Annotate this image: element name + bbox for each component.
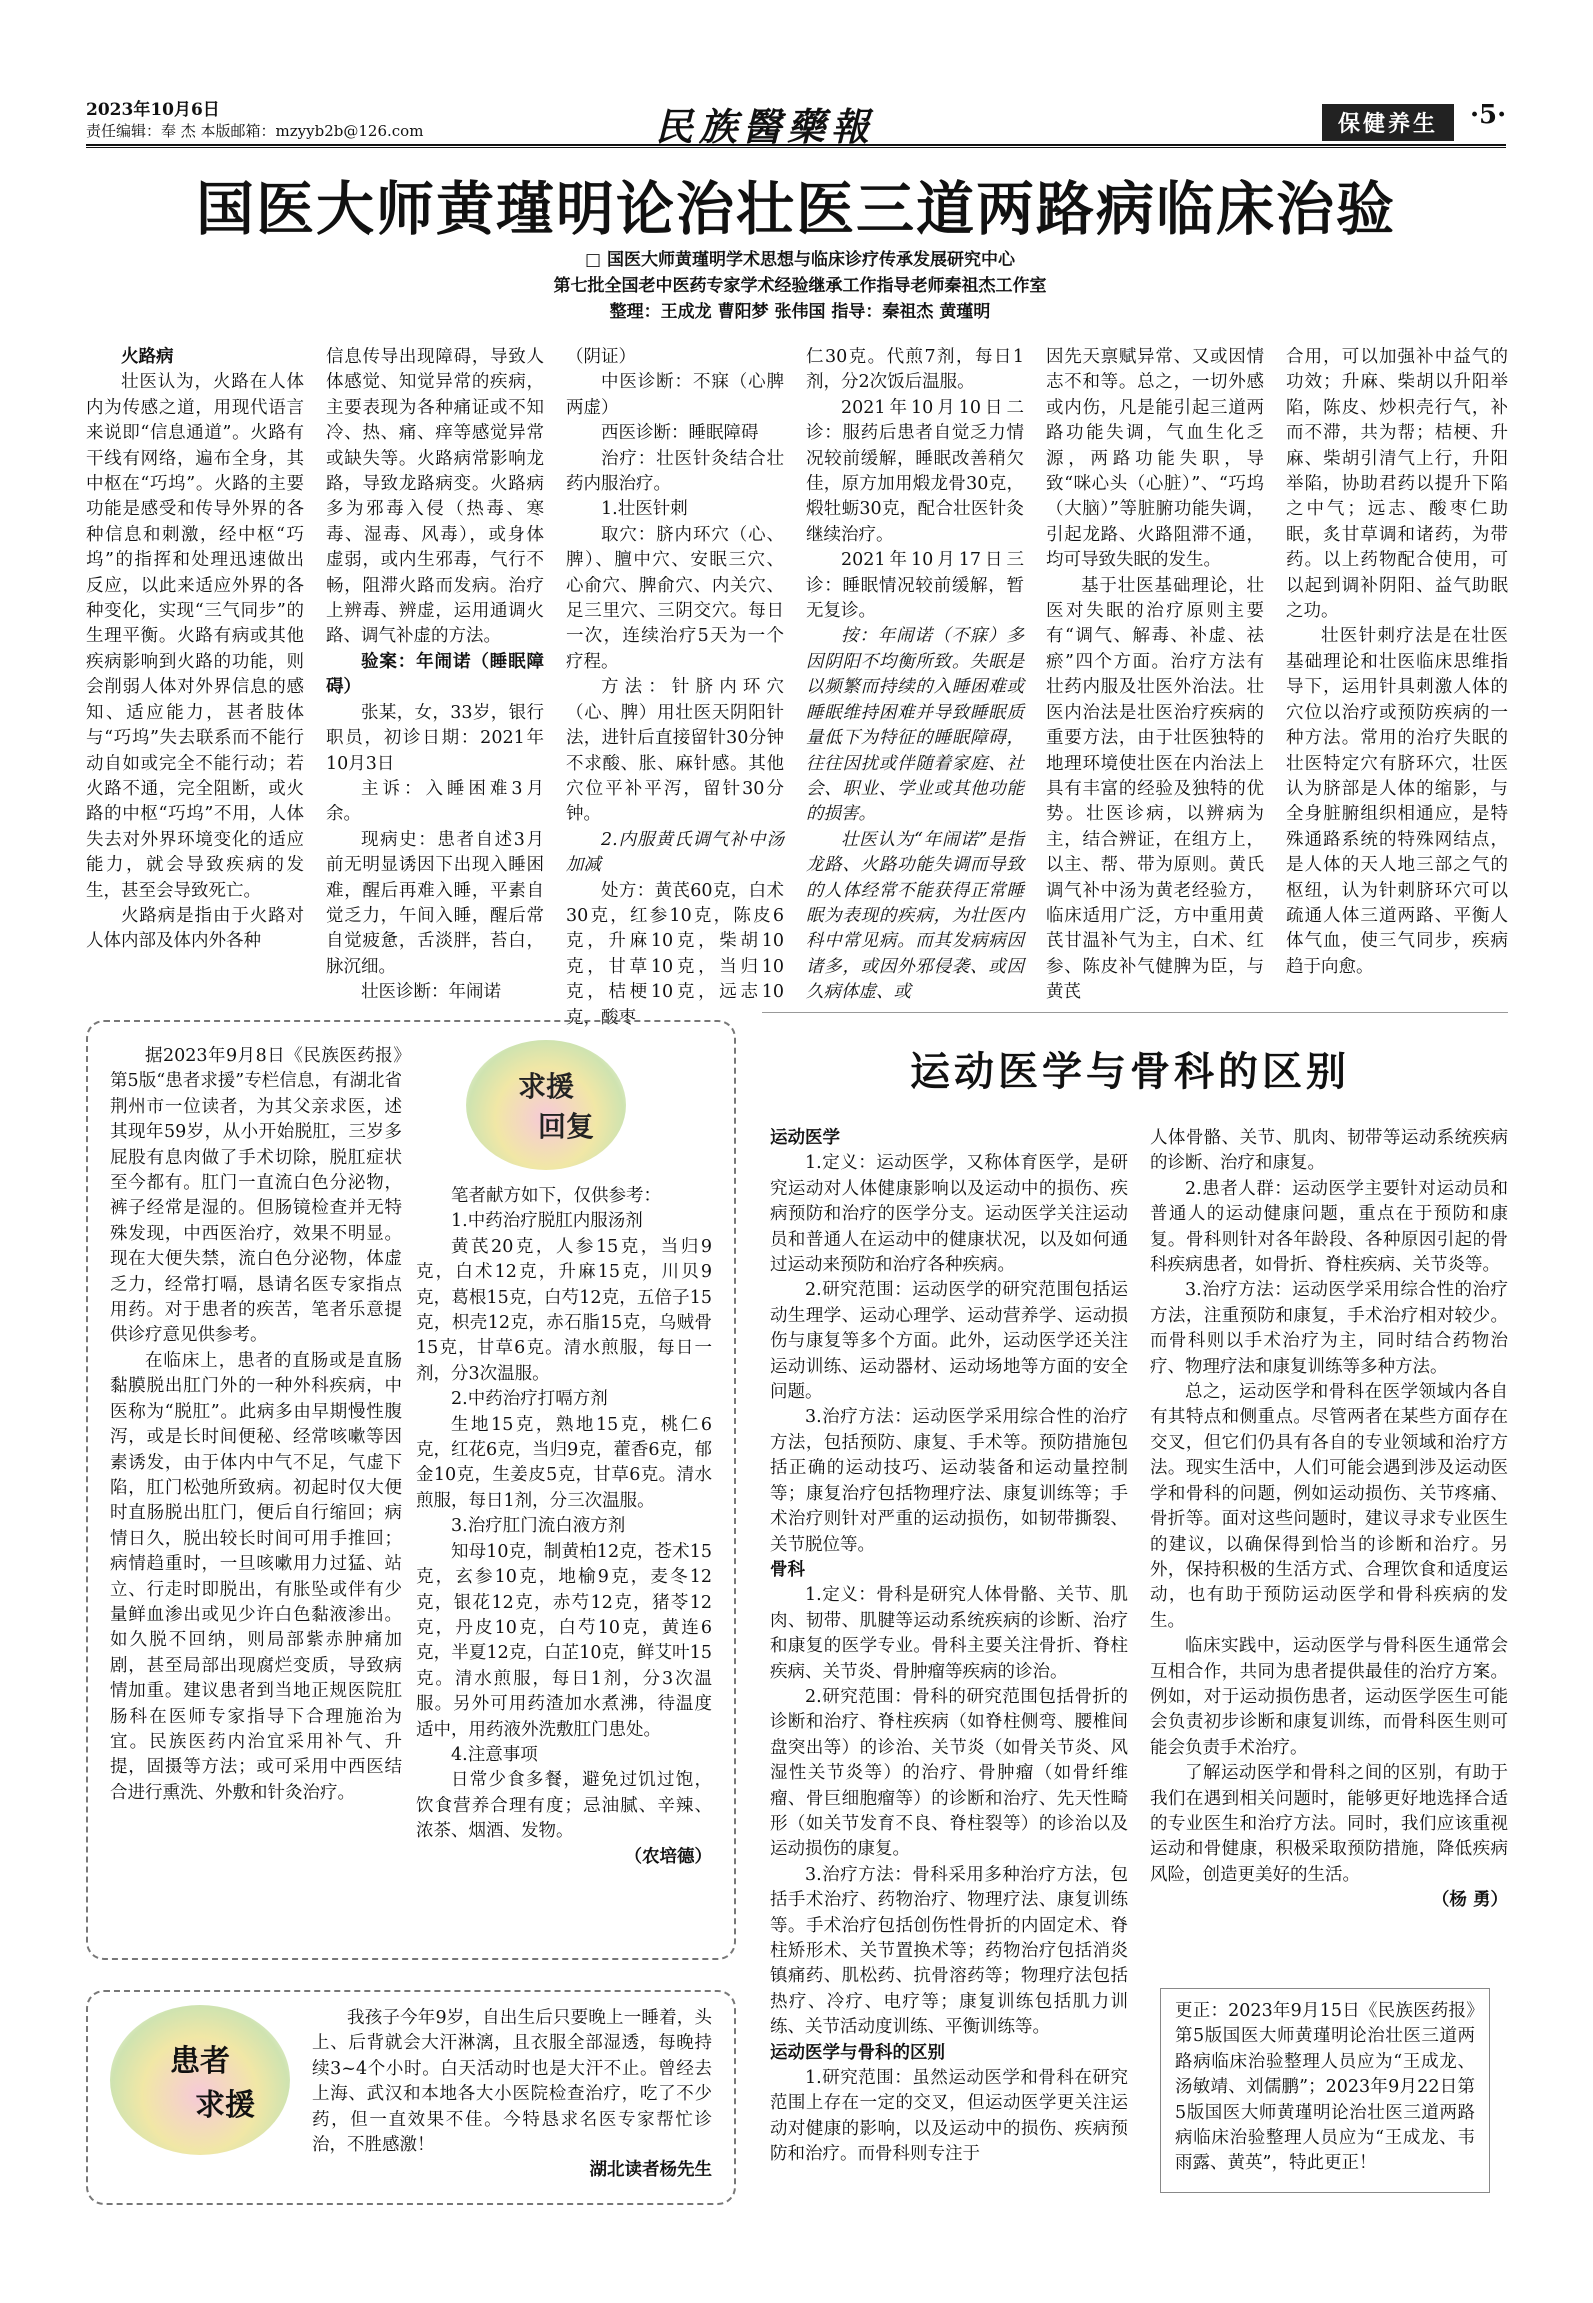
- paragraph: 3.治疗方法：运动医学采用综合性的治疗方法，注重预防和康复，手术治疗相对较少。而骨科则以手术治疗为主，同时结合药物治疗、物理疗法和康复训练等多种方法。: [1150, 1280, 1508, 1377]
- article1-col5: [1046, 345, 1264, 1003]
- paragraph: 2.内服黄氏调气补中汤加减: [566, 829, 784, 876]
- paragraph: 中医诊断：不寐（心脾两虚）: [566, 372, 784, 418]
- patient-help-text: [312, 2006, 712, 2196]
- page-number: ·5·: [1470, 100, 1507, 130]
- paragraph: 处方：黄芪60克，白术30克，红参10克，陈皮6克，升麻10克，柴胡10克，甘草10克，当归10克，桔梗10克，远志10克，酸枣: [566, 880, 784, 1028]
- article1-headline: 国医大师黄瑾明论治壮医三道两路病临床治验: [195, 175, 1396, 243]
- subhead: 运动医学与骨科的区别: [770, 2042, 945, 2063]
- subhead-case: 验案：年闹诺（睡眠障碍）: [326, 651, 544, 698]
- article2-headline: 运动医学与骨科的区别: [910, 1049, 1350, 1095]
- paragraph: 西医诊断：睡眠障碍: [601, 423, 759, 444]
- badge-text: 患者: [170, 2044, 230, 2079]
- paragraph: 仁30克。代煎7剂，每日1剂，分2次饭后温服。: [806, 347, 1024, 393]
- paragraph: 火路病是指由于火路对人体内部及体内外各种: [86, 905, 304, 952]
- article2-col-a: [770, 1126, 1128, 2206]
- paragraph: 1.定义：运动医学，又称体育医学，是研究运动对人体健康影响以及运动中的损伤、疾病预防和治疗的医学分支。运动医学关注运动员和普通人在运动中的健康状况，以及如何通过运动来预防和治疗各种疾病。: [770, 1153, 1128, 1276]
- paragraph: 3.治疗方法：运动医学采用综合性的治疗方法，包括预防、康复、手术等。预防措施包括正确的运动技巧、运动装备和运动量控制等；康复治疗包括物理疗法、康复训练等；手术治疗则针对严重的运动损伤，如韧带撕裂、关节脱位等。: [770, 1407, 1128, 1555]
- paragraph: 笔者献方如下，仅供参考：: [451, 1186, 661, 1206]
- paragraph: 2021年10月17日三诊：睡眠情况较前缓解，暂无复诊。: [806, 550, 1024, 622]
- paragraph: 1.定义：骨科是研究人体骨骼、关节、肌肉、韧带、肌腱等运动系统疾病的诊断、治疗和康复的医学专业。骨科主要关注骨折、脊柱疾病、关节炎、骨肿瘤等疾病的诊治。: [770, 1585, 1128, 1682]
- issue-date: 2023年10月6日: [86, 100, 220, 120]
- subhead: 运动医学: [770, 1128, 840, 1148]
- paragraph: 1.壮医针刺: [601, 499, 688, 520]
- author-sign: （杨 勇）: [1431, 1890, 1508, 1911]
- paragraph: 取穴：脐内环穴（心、脾）、膻中穴、安眠三穴、心俞穴、脾俞穴、内关穴、足三里穴、三阴交穴。每日一次，连续治疗5天为一个疗程。: [566, 524, 784, 672]
- paragraph: 2021年10月10日二诊：服药后患者自觉乏力情况较前缓解，睡眠改善稍欠佳，原方加用煅龙骨30克，煅牡蛎30克，配合壮医针灸继续治疗。: [806, 397, 1024, 545]
- subhead: 骨科: [770, 1559, 805, 1580]
- masthead: 民族醫藥報: [655, 104, 876, 149]
- paragraph: 合用，可以加强补中益气的功效；升麻、柴胡以升阳举陷，陈皮、炒枳壳行气，补而不滞，共为帮；桔梗、升麻、柴胡引清气上行，升阳举陷，协助君药以提升下陷之中气；远志、酸枣仁助眠，炙甘草调和诸药，为带药。以上药物配合使用，可以起到调补阴阳、益气助眠之功。: [1286, 347, 1508, 622]
- paragraph: 1.中药治疗脱肛内服汤剂: [451, 1211, 643, 1232]
- article1-col1: [86, 345, 304, 1000]
- help-reply-right-col: [416, 1184, 712, 1944]
- byline-editors: 整理：王成龙 曹阳梦 张伟国 指导：秦祖杰 黄瑾明: [609, 302, 991, 322]
- paragraph: 2.研究范围：骨科的研究范围包括骨折的诊断和治疗、脊柱疾病（如脊柱侧弯、腰椎间盘突出等）的诊治、关节炎（如骨关节炎、风湿性关节炎等）的治疗、骨肿瘤（如骨纤维瘤、骨巨细胞瘤等）的诊断和治疗、先天性畸形（如关节发育不良、脊柱裂等）的诊治以及运动损伤的康复。: [770, 1686, 1128, 1860]
- paragraph: 总之，运动医学和骨科在医学领域内各自有其特点和侧重点。尽管两者在某些方面存在交叉，但它们仍具有各自的专业领域和治疗方法。现实生活中，人们可能会遇到涉及运动医学和骨科的问题，例如运动损伤、关节疼痛、骨折等。面对这些问题时，建议寻求专业医生的建议，以确保得到恰当的诊断和治疗。另外，保持积极的生活方式、合理饮食和适度运动，也有助于预防运动医学和骨科疾病的发生。: [1150, 1382, 1508, 1631]
- help-reply-badge: [466, 1040, 626, 1170]
- paragraph: 3.治疗方法：骨科采用多种治疗方法，包括手术治疗、药物治疗、物理疗法、康复训练等。手术治疗包括创伤性骨折的内固定术、脊柱矫形术、关节置换术等；药物治疗包括消炎镇痛药、肌松药、抗骨溶药等；物理疗法包括热疗、冷疗、电疗等；康复训练包括肌力训练、关节活动度训练、平衡训练等。: [770, 1864, 1128, 2038]
- patient-help-badge: [110, 2005, 290, 2155]
- byline-center: □ 国医大师黄瑾明学术思想与临床诊疗传承发展研究中心: [585, 250, 1015, 270]
- author-sign: 湖北读者杨先生: [589, 2160, 712, 2181]
- badge-text: 求援: [517, 1070, 574, 1103]
- divider: [762, 1012, 1508, 1013]
- paragraph: 我孩子今年9岁，自出生后只要晚上一睡着，头上、后背就会大汗淋漓，且衣服全部湿透，每晚持续3~4个小时。白天活动时也是大汗不止。曾经去上海、武汉和本地各大小医院检查治疗，吃了不少药，但一直效果不佳。今特恳求名医专家帮忙诊治，不胜感激！: [312, 2008, 712, 2156]
- subhead-fire-route: 火路病: [121, 347, 174, 367]
- article1-col2: [326, 345, 544, 1003]
- paragraph: 壮医针刺疗法是在壮医基础理论和壮医临床思维指导下，运用针具刺激人体的穴位以治疗或预防疾病的一种方法。常用的治疗失眠的壮医特定穴有脐环穴，壮医认为脐部是人体的缩影，与全身脏腑组织相通应，是特殊通路系统的特殊网结点，是人体的天人地三部之气的枢纽，认为针刺脐环穴可以疏通人体三道两路、平衡人体气血，使三气同步，疾病趋于向愈。: [1286, 626, 1508, 977]
- paragraph: 2.研究范围：运动医学的研究范围包括运动生理学、运动心理学、运动营养学、运动损伤与康复等多个方面。此外，运动医学还关注运动训练、运动器材、运动场地等方面的安全问题。: [770, 1280, 1128, 1403]
- article1-col6: [1286, 345, 1508, 1000]
- paragraph: 3.治疗肛门流白液方剂: [451, 1516, 626, 1537]
- paragraph: 壮医认为“年闹诺”是指龙路、火路功能失调而导致的人体经常不能获得正常睡眠为表现的疾病，为壮医内科中常见病。而其发病病因诸多，或因外邪侵袭、或因久病体虚、或: [806, 829, 1024, 1003]
- paragraph: 黄芪20克，人参15克，当归9克，白术12克，升麻15克，川贝9克，葛根15克，白芍12克，五倍子15克，枳壳12克，赤石脂15克，乌贼骨15克，甘草6克。清水煎服，每日一剂，分3次温服。: [416, 1236, 712, 1384]
- paragraph: 人体骨骼、关节、肌肉、韧带等运动系统疾病的诊断、治疗和康复。: [1150, 1128, 1508, 1174]
- editor-line: 责任编辑：奉 杰 本版邮箱：mzyyb2b@126.com: [86, 122, 424, 140]
- paragraph: 治疗：壮医针灸结合壮药内服治疗。: [566, 448, 784, 495]
- article2-col-b: [1150, 1126, 1508, 1961]
- paragraph: 了解运动医学和骨科之间的区别，有助于我们在遇到相关问题时，能够更好地选择合适的专业医生和治疗方法。同时，我们应该重视运动和骨健康，积极采取预防措施，降低疾病风险，创造更美好的生活。: [1150, 1763, 1508, 1885]
- paragraph: 1.研究范围：虽然运动医学和骨科在研究范围上存在一定的交叉，但运动医学更关注运动对健康的影响，以及运动中的损伤、疾病预防和治疗。而骨科则专注于: [770, 2068, 1128, 2165]
- paragraph: 信息传导出现障碍，导致人体感觉、知觉异常的疾病，主要表现为各种痛证或不知冷、热、痛、痒等感觉异常或缺失等。火路病常影响龙路，导致龙路病变。火路病多为邪毒入侵（热毒、寒毒、湿毒、风毒），或身体虚弱，或内生邪毒，气行不畅，阻滞火路而发病。治疗上辨毒、辨虚，运用通调火路、调气补虚的方法。: [326, 347, 544, 647]
- section-tag: 保健养生: [1322, 104, 1454, 141]
- paragraph: 临床实践中，运动医学与骨科医生通常会互相合作，共同为患者提供最佳的治疗方案。例如，对于运动损伤患者，运动医学医生可能会负责初步诊断和康复训练，而骨科医生则可能会负责手术治疗。: [1150, 1636, 1508, 1758]
- correction-text: 更正：2023年9月15日《民族医药报》第5版国医大师黄瑾明论治壮医三道两路病临床治验整理人员应为“王成龙、汤敏靖、刘儒鹏”；2023年9月22日第5版国医大师黄瑾明论治壮医三道两路病临床治验整理人员应为“王成龙、韦雨露、黄英”，特此更正！: [1175, 2001, 1475, 2174]
- paragraph: 方法：针脐内环穴（心、脾）用壮医天阴阳针法，进针后直接留针30分钟不求酸、胀、麻针感。其他穴位平补平泻，留针30分钟。: [566, 677, 784, 825]
- paragraph: 据2023年9月8日《民族医药报》第5版“患者求援”专栏信息，有湖北省荆州市一位读者，为其父亲求医，述其现年59岁，从小开始脱肛，三岁多屁股有息肉做了手术切除，脱肛症状至今都有。肛门一直流白色分泌物，裤子经常是湿的。但肠镜检查并无特殊发现，中西医治疗，效果不明显。现在大便失禁，流白色分泌物，体虚乏力，经常打嗝，恳请名医专家指点用药。对于患者的疾苦，笔者乐意提供诊疗意见供参考。: [110, 1046, 402, 1346]
- paragraph: 张某，女，33岁，银行职员，初诊日期：2021年10月3日: [326, 702, 544, 774]
- header-rule: [86, 144, 1506, 148]
- author-sign: （农培德）: [624, 1846, 712, 1867]
- paragraph: 现病史：患者自述3月前无明显诱因下出现入睡困难，醒后再难入睡，平素自觉乏力，午间入睡，醒后常自觉疲惫，舌淡胖，苔白，脉沉细。: [326, 829, 544, 977]
- paragraph: （阴证）: [566, 347, 636, 367]
- badge-text: 求援: [195, 2088, 255, 2123]
- paragraph: 生地15克，熟地15克，桃仁6克，红花6克，当归9克，藿香6克，郁金10克，生姜皮5克，甘草6克。清水煎服，每日1剂，分三次温服。: [416, 1414, 712, 1511]
- paragraph: 4.注意事项: [451, 1744, 538, 1765]
- help-reply-left-col: [110, 1044, 402, 1944]
- badge-text: 回复: [537, 1110, 594, 1143]
- paragraph: 因先天禀赋异常、又或因情志不和等。总之，一切外感或内伤，凡是能引起三道两路功能失调，气血生化乏源，两路功能失职，导致“咪心头（心脏）”、“巧坞（大脑）”等脏腑功能失调，引起龙路、火路阻滞不通，均可导致失眠的发生。: [1046, 347, 1264, 571]
- paragraph: 主诉：入睡困难3月余。: [326, 778, 544, 825]
- paragraph: 2.患者人群：运动医学主要针对运动员和普通人的运动健康问题，重点在于预防和康复。骨科则针对各年龄段、各种原因引起的骨科疾病患者，如骨折、脊柱疾病、关节炎等。: [1150, 1178, 1508, 1276]
- article1-col4: [806, 345, 1024, 1003]
- paragraph: 在临床上，患者的直肠或是直肠黏膜脱出肛门外的一种外科疾病，中医称为“脱肛”。此病多由早期慢性腹泻，或是长时间便秘、经常咳嗽等因素诱发，由于体内中气不足，气虚下陷，肛门松弛所致病。初起时仅大便时直肠脱出肛门，便后自行缩回；病情日久，脱出较长时间可用手推回；病情趋重时，一旦咳嗽用力过猛、站立、行走时即脱出，有胀坠或伴有少量鲜血渗出或见少许白色黏液渗出。如久脱不回纳，则局部紫赤肿痛加剧，甚至局部出现腐烂变质，导致病情加重。建议患者到当地正规医院肛肠科在医师专家指导下合理施治为宜。民族医药内治宜采用补气、升提，固摄等方法；或可采用中西医结合进行熏洗、外敷和针灸治疗。: [110, 1350, 402, 1803]
- paragraph: 知母10克，制黄柏12克，苍术15克，玄参10克，地榆9克，麦冬12克，银花12克，赤芍12克，猪苓12克，丹皮10克，白芍10克，黄连6克，半夏12克，白芷10克，鲜艾叶15克。清水煎服，每日1剂，分3次温服。另外可用药渣加水煮沸，待温度适中，用药液外洗敷肛门患处。: [416, 1541, 712, 1740]
- paragraph: 壮医诊断：年闹诺: [361, 982, 501, 1003]
- article1-col3: [566, 345, 784, 1028]
- correction-notice: [1160, 1988, 1490, 2193]
- paragraph: 基于壮医基础理论，壮医对失眠的治疗原则主要有“调气、解毒、补虚、祛瘀”四个方面。治疗方法有壮药内服及壮医外治法。壮医内治法是壮医治疗疾病的重要方法，由于壮医独特的地理环境使壮医在内治法上具有丰富的经验及独特的优势。壮医诊病，以辨病为主，结合辨证，在组方上，以主、帮、带为原则。黄氏调气补中汤为黄老经验方，临床适用广泛，方中重用黄芪甘温补气为主，白术、红参、陈皮补气健脾为臣，与黄芪: [1046, 575, 1264, 1003]
- byline-studio: 第七批全国老中医药专家学术经验继承工作指导老师秦祖杰工作室: [553, 276, 1047, 296]
- paragraph: 按：年闹诺（不寐）多因阴阳不均衡所致。失眠是以频繁而持续的入睡困难或睡眠维持困难并导致睡眠质量低下为特征的睡眠障碍，往往因扰或伴随着家庭、社会、职业、学业或其他功能的损害。: [806, 626, 1024, 825]
- paragraph: 日常少食多餐，避免过饥过饱，饮食营养合理有度；忌油腻、辛辣、浓茶、烟酒、发物。: [416, 1770, 712, 1842]
- paragraph: 壮医认为，火路在人体内为传感之道，用现代语言来说即“信息通道”。火路有干线有网络，遍布全身，其中枢在“巧坞”。火路的主要功能是感受和传导外界的各种信息和刺激，经中枢“巧坞”的指挥和处理迅速做出反应，以此来适应外界的各种变化，实现“三气同步”的生理平衡。火路有病或其他疾病影响到火路的功能，则会削弱人体对外界信息的感知、适应能力，甚者肢体与“巧坞”失去联系而不能行动自如或完全不能行动；若火路不通，完全阻断，或火路的中枢“巧坞”不用，人体失去对外界环境变化的适应能力，就会导致疾病的发生，甚至会导致死亡。: [86, 372, 304, 901]
- paragraph: 2.中药治疗打嗝方剂: [451, 1389, 608, 1410]
